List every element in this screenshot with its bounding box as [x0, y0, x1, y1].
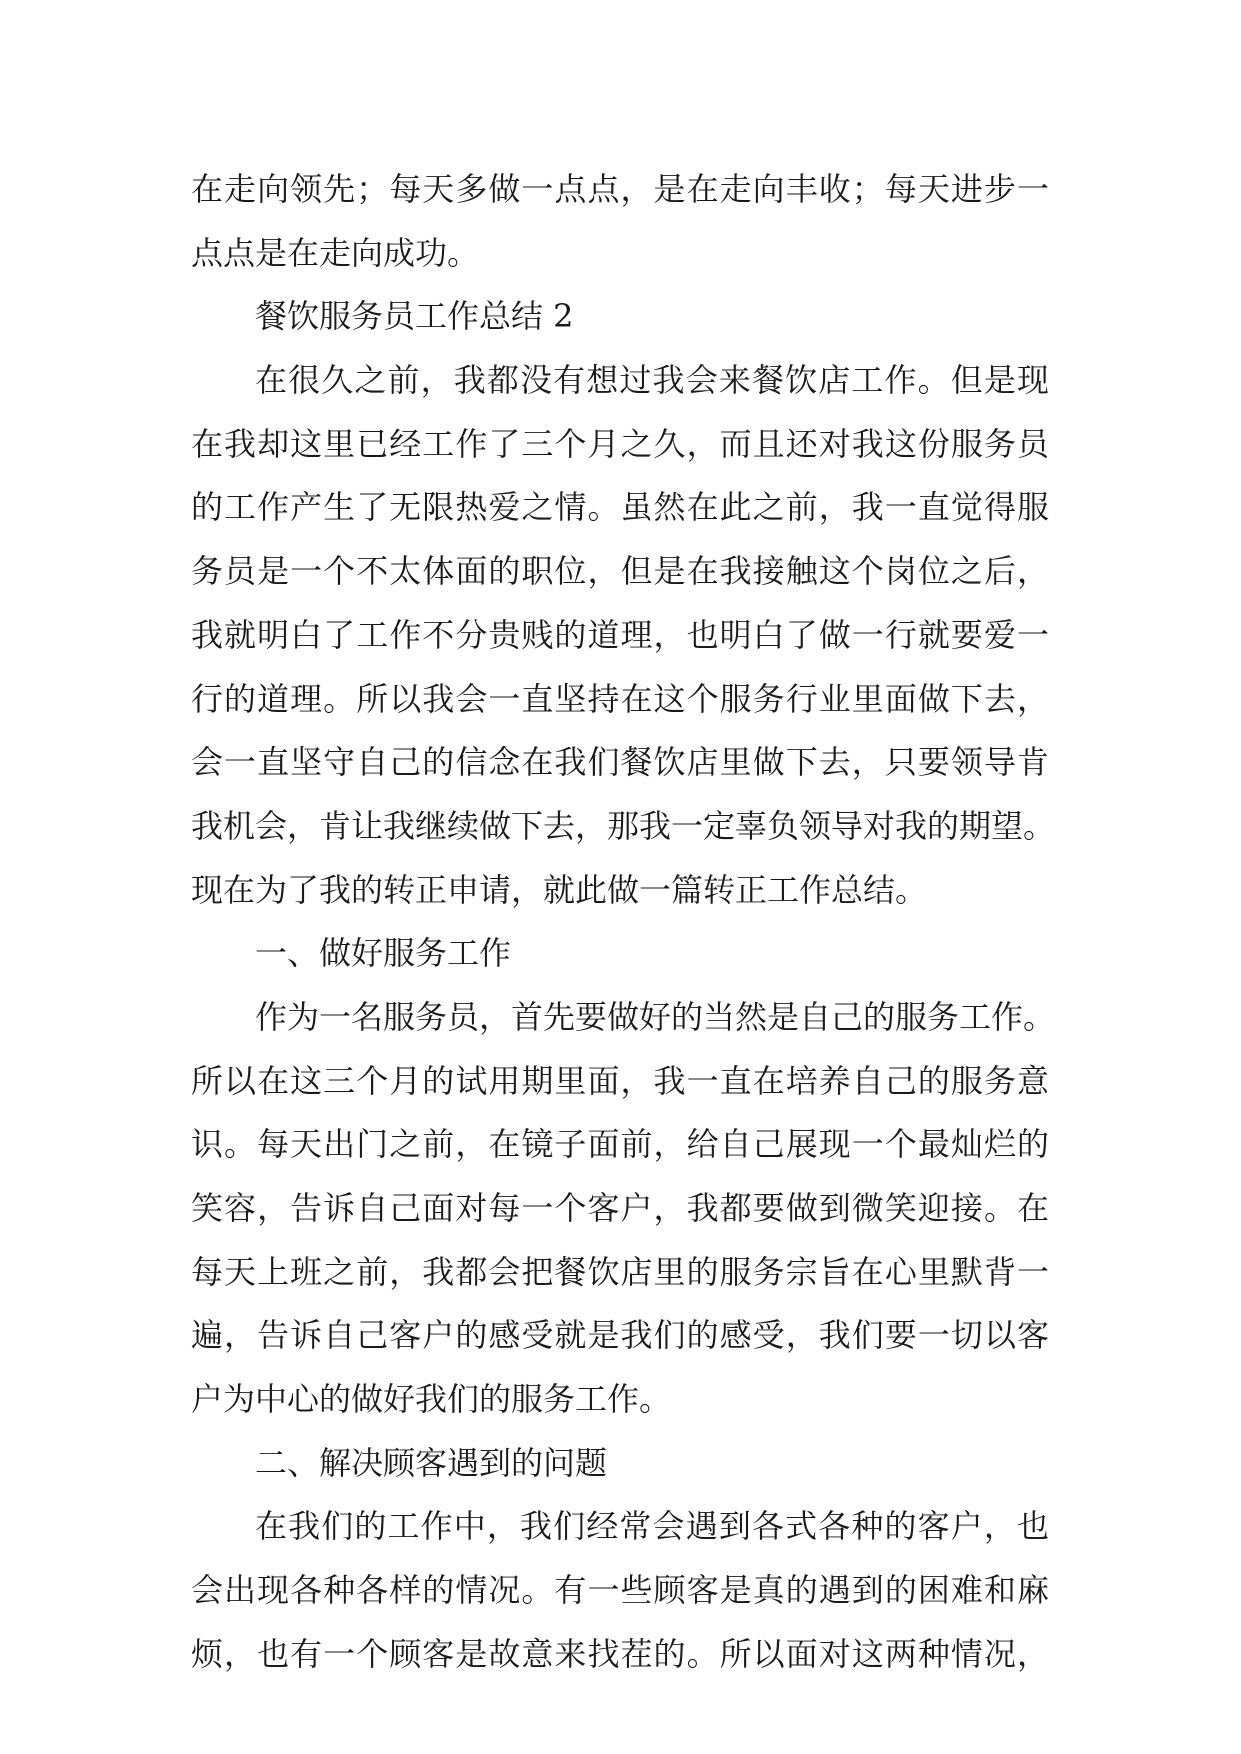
- paragraph-line: 的工作产生了无限热爱之情。虽然在此之前，我一直觉得服: [191, 488, 1049, 527]
- paragraph-line: 遍，告诉自己客户的感受就是我们的感受，我们要一切以客: [191, 1316, 1049, 1355]
- paragraph-line: 我机会，肯让我继续做下去，那我一定辜负领导对我的期望。: [191, 806, 1056, 845]
- paragraph-line: 在我却这里已经工作了三个月之久，而且还对我这份服务员: [191, 424, 1049, 463]
- section-heading: 餐饮服务员工作总结 2: [255, 297, 574, 336]
- paragraph-line: 我就明白了工作不分贵贱的道理，也明白了做一行就要爱一: [191, 615, 1049, 654]
- paragraph-line: 识。每天出门之前，在镜子面前，给自己展现一个最灿烂的: [191, 1125, 1049, 1164]
- section-heading: 二、解决顾客遇到的问题: [255, 1443, 608, 1482]
- paragraph-line: 在很久之前，我都没有想过我会来餐饮店工作。但是现: [255, 361, 1049, 400]
- paragraph-line: 会一直坚守自己的信念在我们餐饮店里做下去，只要领导肯: [191, 743, 1049, 782]
- paragraph-line: 会出现各种各样的情况。有一些顾客是真的遇到的困难和麻: [191, 1571, 1049, 1610]
- paragraph-line: 现在为了我的转正申请，就此做一篇转正工作总结。: [191, 870, 928, 909]
- paragraph-line: 务员是一个不太体面的职位，但是在我接触这个岗位之后，: [191, 552, 1049, 591]
- paragraph-line: 所以在这三个月的试用期里面，我一直在培养自己的服务意: [191, 1061, 1049, 1100]
- paragraph-line: 在走向领先；每天多做一点点，是在走向丰收；每天进步一: [191, 170, 1049, 208]
- section-heading: 一、做好服务工作: [255, 934, 512, 973]
- paragraph-line: 行的道理。所以我会一直坚持在这个服务行业里面做下去，: [191, 679, 1049, 718]
- paragraph-line: 烦，也有一个顾客是故意来找茬的。所以面对这两种情况，: [191, 1634, 1049, 1673]
- paragraph-line: 笑容，告诉自己面对每一个客户，我都要做到微笑迎接。在: [191, 1189, 1049, 1227]
- paragraph-line: 每天上班之前，我都会把餐饮店里的服务宗旨在心里默背一: [191, 1252, 1049, 1291]
- paragraph-line: 点点是在走向成功。: [191, 233, 480, 272]
- paragraph-line: 户为中心的做好我们的服务工作。: [191, 1380, 672, 1419]
- document-body: [191, 158, 1056, 1687]
- paragraph-line: 作为一名服务员，首先要做好的当然是自己的服务工作。: [255, 997, 1056, 1036]
- paragraph-line: 在我们的工作中，我们经常会遇到各式各种的客户，也: [255, 1507, 1049, 1546]
